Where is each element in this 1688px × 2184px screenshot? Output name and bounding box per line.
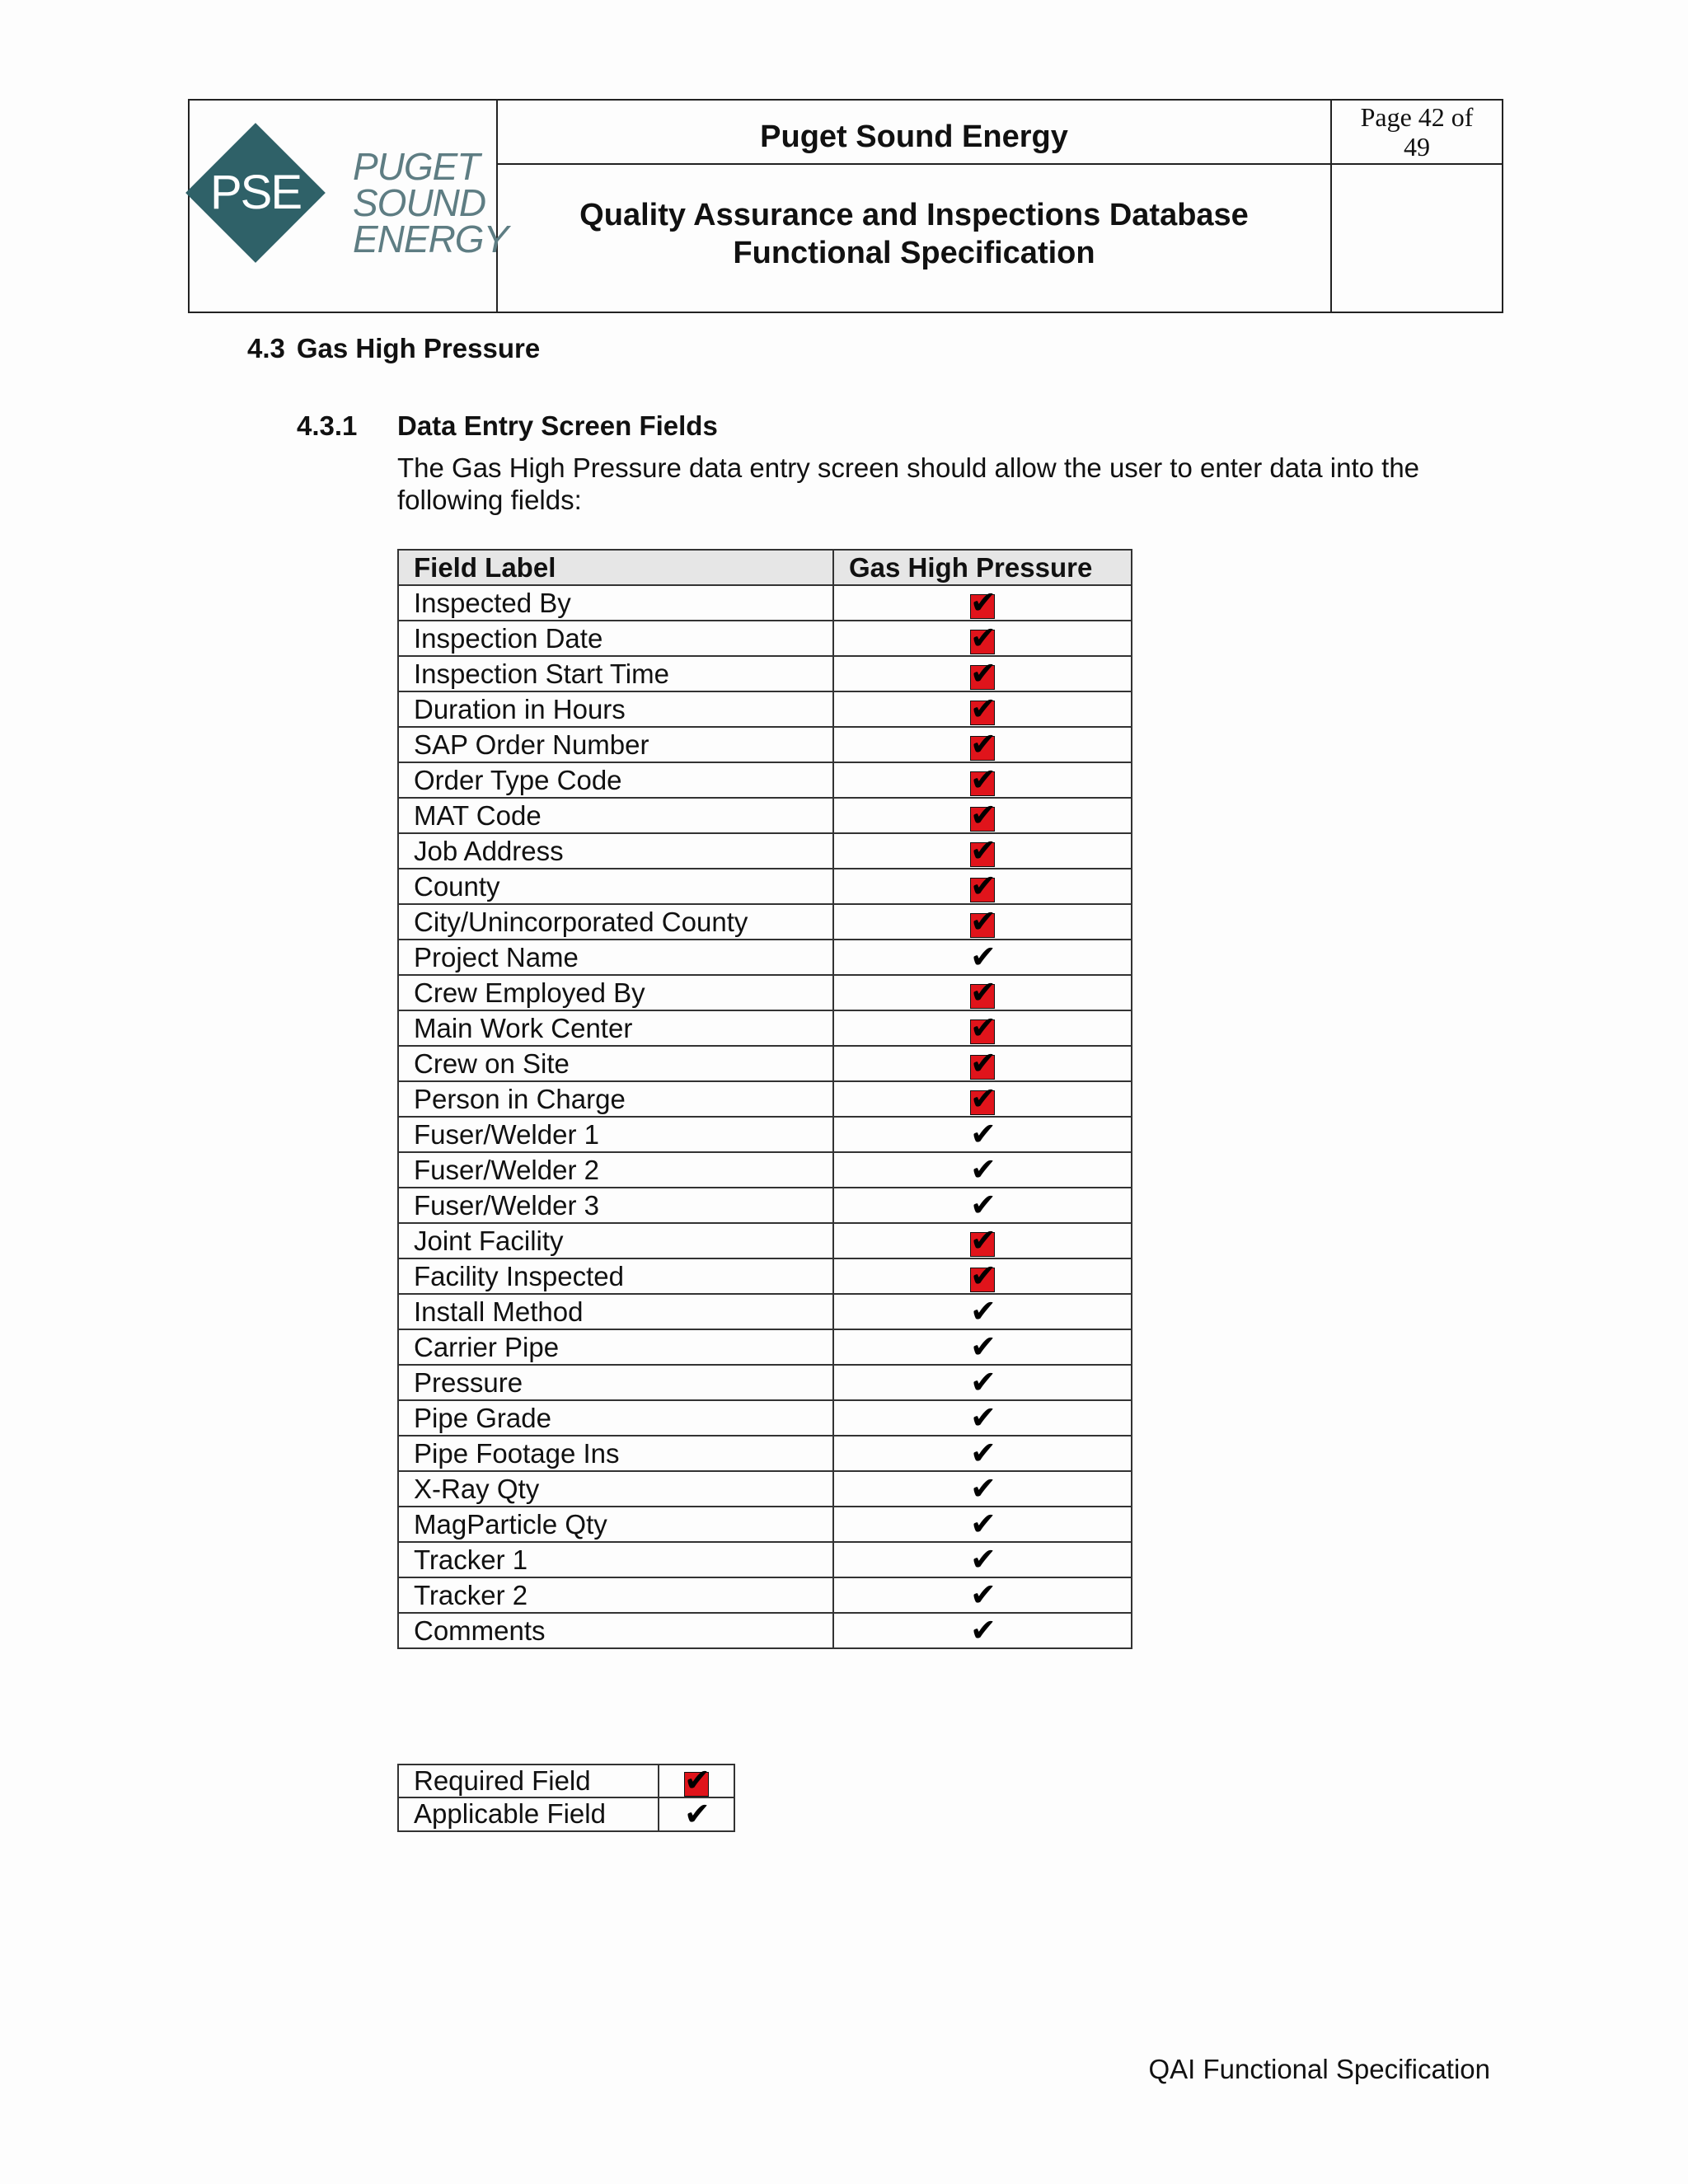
field-label-cell: Inspection Date bbox=[398, 621, 833, 656]
table-row bbox=[398, 1542, 1132, 1577]
field-label-cell: County bbox=[398, 869, 833, 904]
applicable-check-icon bbox=[970, 1548, 995, 1576]
field-label-cell: Fuser/Welder 2 bbox=[398, 1152, 833, 1188]
field-mark-cell bbox=[833, 1258, 1132, 1294]
field-mark-cell bbox=[833, 869, 1132, 904]
page-number bbox=[1330, 101, 1502, 165]
field-label-cell: Comments bbox=[398, 1613, 833, 1648]
field-label-cell: Duration in Hours bbox=[398, 691, 833, 727]
table-row bbox=[398, 656, 1132, 691]
required-check-icon bbox=[970, 804, 995, 832]
field-mark-cell bbox=[833, 798, 1132, 833]
required-check-icon bbox=[970, 768, 995, 796]
fields-table-body bbox=[398, 585, 1132, 1648]
logo-line-2: SOUND bbox=[353, 181, 486, 224]
field-label-cell: Main Work Center bbox=[398, 1010, 833, 1046]
field-label-cell: Inspected By bbox=[398, 585, 833, 621]
applicable-check-icon bbox=[970, 1158, 995, 1186]
document-title-line-1: Quality Assurance and Inspections Database bbox=[579, 198, 1249, 232]
field-mark-cell bbox=[833, 621, 1132, 656]
logo-line-3: ENERGY bbox=[353, 218, 509, 260]
field-label-cell: Tracker 1 bbox=[398, 1542, 833, 1577]
table-row bbox=[398, 798, 1132, 833]
table-row bbox=[398, 1010, 1132, 1046]
table-row bbox=[398, 975, 1132, 1010]
column-header-gas-high-pressure: Gas High Pressure bbox=[833, 550, 1132, 585]
field-mark-cell bbox=[833, 1400, 1132, 1436]
applicable-check-icon bbox=[970, 1371, 995, 1399]
section-number: 4.3 bbox=[247, 333, 285, 363]
field-label-cell: Order Type Code bbox=[398, 762, 833, 798]
field-label-cell: Pressure bbox=[398, 1365, 833, 1400]
required-check-icon bbox=[970, 981, 995, 1009]
subsection-title: Data Entry Screen Fields bbox=[397, 410, 718, 441]
field-mark-cell bbox=[833, 1542, 1132, 1577]
field-label-cell: Install Method bbox=[398, 1294, 833, 1329]
field-mark-cell bbox=[833, 1471, 1132, 1507]
applicable-check-icon bbox=[970, 1122, 995, 1151]
legend-row-required bbox=[398, 1765, 734, 1797]
legend-applicable-mark bbox=[659, 1797, 734, 1830]
required-check-icon bbox=[970, 1052, 995, 1080]
logo-line-1: PUGET bbox=[353, 145, 480, 188]
applicable-check-icon bbox=[970, 1477, 995, 1505]
field-label-cell: Carrier Pipe bbox=[398, 1329, 833, 1365]
table-row bbox=[398, 1046, 1132, 1081]
field-label-cell: X-Ray Qty bbox=[398, 1471, 833, 1507]
field-mark-cell bbox=[833, 1613, 1132, 1648]
applicable-check-icon bbox=[684, 1802, 709, 1830]
table-row bbox=[398, 1188, 1132, 1223]
legend-applicable-label: Applicable Field bbox=[398, 1797, 659, 1830]
field-label-cell: Crew on Site bbox=[398, 1046, 833, 1081]
field-mark-cell bbox=[833, 1223, 1132, 1258]
subsection-number: 4.3.1 bbox=[297, 410, 358, 441]
field-label-cell: Person in Charge bbox=[398, 1081, 833, 1117]
field-mark-cell bbox=[833, 1294, 1132, 1329]
field-mark-cell bbox=[833, 975, 1132, 1010]
company-logo bbox=[190, 101, 509, 312]
field-mark-cell bbox=[833, 940, 1132, 975]
applicable-check-icon bbox=[970, 1406, 995, 1434]
table-row bbox=[398, 1507, 1132, 1542]
legend-row-applicable bbox=[398, 1797, 734, 1830]
required-check-icon bbox=[684, 1769, 709, 1797]
applicable-check-icon bbox=[970, 945, 995, 973]
field-label-cell: Facility Inspected bbox=[398, 1258, 833, 1294]
table-row bbox=[398, 940, 1132, 975]
applicable-check-icon bbox=[970, 1441, 995, 1469]
table-row bbox=[398, 1365, 1132, 1400]
table-row bbox=[398, 1577, 1132, 1613]
required-check-icon bbox=[970, 910, 995, 938]
field-label-cell: Crew Employed By bbox=[398, 975, 833, 1010]
field-mark-cell bbox=[833, 1152, 1132, 1188]
field-mark-cell bbox=[833, 833, 1132, 869]
field-mark-cell bbox=[833, 1436, 1132, 1471]
table-row bbox=[398, 869, 1132, 904]
section-title: Gas High Pressure bbox=[296, 333, 541, 363]
company-name: Puget Sound Energy bbox=[498, 101, 1330, 165]
field-mark-cell bbox=[833, 691, 1132, 727]
applicable-check-icon bbox=[970, 1619, 995, 1647]
field-mark-cell bbox=[833, 656, 1132, 691]
field-mark-cell bbox=[833, 1329, 1132, 1365]
required-check-icon bbox=[970, 874, 995, 902]
document-title-line-2: Functional Specification bbox=[733, 236, 1095, 270]
table-row bbox=[398, 1329, 1132, 1365]
field-label-cell: MagParticle Qty bbox=[398, 1507, 833, 1542]
field-label-cell: Pipe Footage Ins bbox=[398, 1436, 833, 1471]
field-label-cell: City/Unincorporated County bbox=[398, 904, 833, 940]
required-check-icon bbox=[970, 1016, 995, 1044]
page-label: Page 42 of bbox=[1360, 102, 1474, 132]
field-label-cell: Job Address bbox=[398, 833, 833, 869]
field-mark-cell bbox=[833, 727, 1132, 762]
column-header-field: Field Label bbox=[398, 550, 833, 585]
applicable-check-icon bbox=[970, 1583, 995, 1611]
logo-mark: PSE bbox=[209, 166, 302, 219]
fields-table bbox=[397, 549, 1132, 1649]
field-mark-cell bbox=[833, 1507, 1132, 1542]
table-row bbox=[398, 1294, 1132, 1329]
page-total: 49 bbox=[1404, 132, 1430, 162]
required-check-icon bbox=[970, 1087, 995, 1115]
table-row bbox=[398, 1471, 1132, 1507]
table-row bbox=[398, 1400, 1132, 1436]
table-row bbox=[398, 1152, 1132, 1188]
table-row bbox=[398, 727, 1132, 762]
table-row bbox=[398, 833, 1132, 869]
required-check-icon bbox=[970, 733, 995, 761]
field-mark-cell bbox=[833, 1081, 1132, 1117]
field-mark-cell bbox=[833, 585, 1132, 621]
field-mark-cell bbox=[833, 1365, 1132, 1400]
document-title bbox=[498, 165, 1330, 312]
table-row bbox=[398, 1613, 1132, 1648]
field-label-cell: Fuser/Welder 3 bbox=[398, 1188, 833, 1223]
required-check-icon bbox=[970, 697, 995, 725]
field-label-cell: Joint Facility bbox=[398, 1223, 833, 1258]
field-mark-cell bbox=[833, 1010, 1132, 1046]
table-header-row bbox=[398, 550, 1132, 585]
field-mark-cell bbox=[833, 1046, 1132, 1081]
field-mark-cell bbox=[833, 904, 1132, 940]
table-row bbox=[398, 1436, 1132, 1471]
field-mark-cell bbox=[833, 1188, 1132, 1223]
applicable-check-icon bbox=[970, 1300, 995, 1328]
field-label-cell: Inspection Start Time bbox=[398, 656, 833, 691]
field-mark-cell bbox=[833, 1117, 1132, 1152]
header-blank-cell bbox=[1330, 165, 1502, 312]
required-check-icon bbox=[970, 839, 995, 867]
field-label-cell: Tracker 2 bbox=[398, 1577, 833, 1613]
required-check-icon bbox=[970, 1264, 995, 1292]
table-row bbox=[398, 1081, 1132, 1117]
field-label-cell: Fuser/Welder 1 bbox=[398, 1117, 833, 1152]
table-row bbox=[398, 1258, 1132, 1294]
table-row bbox=[398, 1223, 1132, 1258]
legend-table bbox=[397, 1764, 735, 1832]
document-header bbox=[188, 99, 1503, 313]
required-check-icon bbox=[970, 662, 995, 690]
table-row bbox=[398, 691, 1132, 727]
applicable-check-icon bbox=[970, 1512, 995, 1540]
legend-required-mark bbox=[659, 1765, 734, 1797]
field-label-cell: MAT Code bbox=[398, 798, 833, 833]
page-footer: QAI Functional Specification bbox=[1148, 2054, 1490, 2084]
logo-wordmark bbox=[353, 145, 509, 260]
table-row bbox=[398, 1117, 1132, 1152]
applicable-check-icon bbox=[970, 1193, 995, 1221]
required-check-icon bbox=[970, 591, 995, 619]
section-heading bbox=[247, 333, 540, 364]
field-mark-cell bbox=[833, 1577, 1132, 1613]
table-row bbox=[398, 585, 1132, 621]
required-check-icon bbox=[970, 626, 995, 654]
table-row bbox=[398, 904, 1132, 940]
table-row bbox=[398, 762, 1132, 798]
field-label-cell: Project Name bbox=[398, 940, 833, 975]
table-row bbox=[398, 621, 1132, 656]
applicable-check-icon bbox=[970, 1335, 995, 1363]
field-mark-cell bbox=[833, 762, 1132, 798]
field-label-cell: Pipe Grade bbox=[398, 1400, 833, 1436]
subsection-heading bbox=[297, 410, 718, 442]
intro-paragraph: The Gas High Pressure data entry screen should allow the user to enter data into the following fields: bbox=[397, 452, 1420, 515]
required-check-icon bbox=[970, 1229, 995, 1257]
field-label-cell: SAP Order Number bbox=[398, 727, 833, 762]
legend-required-label: Required Field bbox=[398, 1765, 659, 1797]
